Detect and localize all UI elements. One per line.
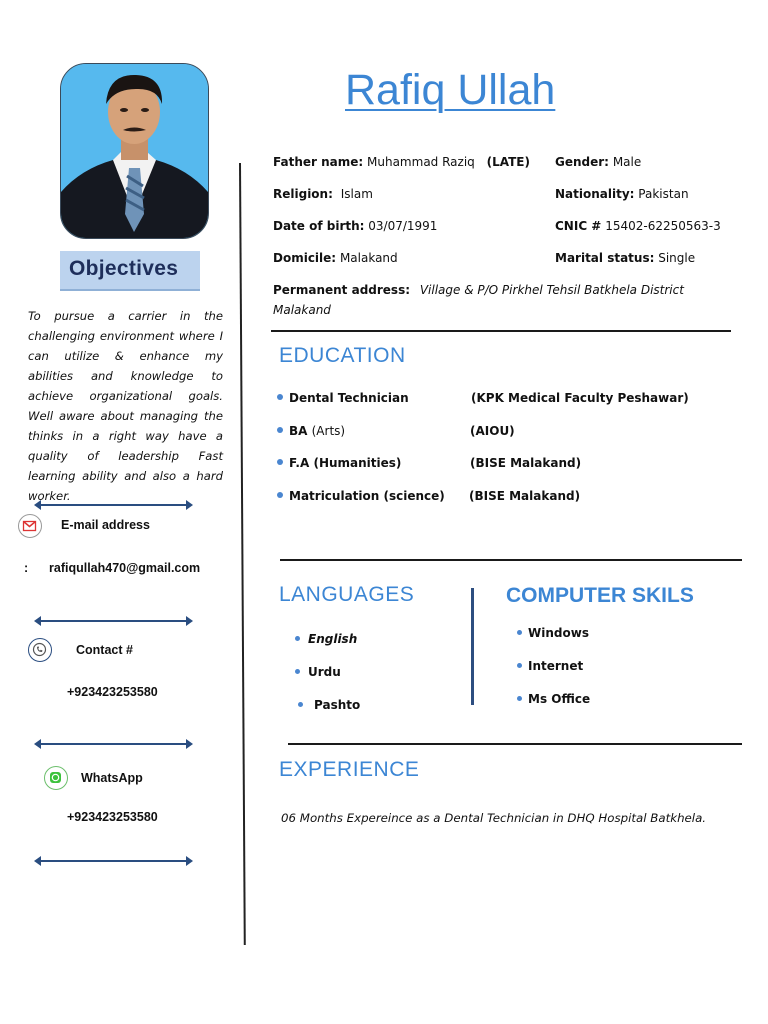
section-divider-arrow — [36, 743, 191, 745]
education-degree-extra: (Arts) — [311, 424, 346, 438]
objectives-heading: Objectives — [69, 257, 179, 280]
language-item — [295, 632, 357, 646]
skill-name: Windows — [528, 626, 589, 640]
profile-photo — [60, 63, 209, 239]
full-name: Rafiq Ullah — [345, 66, 556, 114]
email-value[interactable]: rafiqullah470@gmail.com — [49, 561, 201, 575]
gender-value: Male — [612, 155, 642, 169]
father-name-note: (LATE) — [486, 155, 530, 169]
education-degree: BA — [289, 424, 308, 438]
column-divider — [239, 163, 246, 945]
gmail-icon — [18, 514, 42, 538]
education-degree: F.A (Humanities) — [289, 456, 402, 470]
language-item — [295, 665, 341, 679]
address-label: Permanent address: — [273, 283, 411, 297]
person-photo-icon — [61, 64, 208, 238]
marital-value: Single — [658, 251, 696, 265]
education-degree: Dental Technician — [289, 391, 409, 405]
skill-item — [517, 692, 590, 706]
education-institute: (KPK Medical Faculty Peshawar) — [471, 391, 689, 405]
gender-row — [555, 155, 641, 169]
bullet-icon — [295, 636, 300, 641]
language-name: English — [308, 632, 358, 646]
education-institute: (BISE Malakand) — [470, 456, 582, 470]
section-divider-arrow — [36, 860, 191, 862]
education-degree: Matriculation (science) — [289, 489, 445, 503]
bullet-icon — [517, 696, 522, 701]
cnic-label: CNIC # — [555, 219, 602, 233]
section-divider-arrow — [36, 620, 191, 622]
religion-row — [273, 187, 373, 201]
bullet-icon — [277, 427, 283, 433]
contact-label: Contact # — [76, 643, 133, 657]
cnic-value: 15402-62250563-3 — [605, 219, 721, 233]
objective-text: To pursue a carrier in the challenging environment where I can utilize & enhance my abilities and knowledge to achieve organizational goals. Well aware about managing the thinks in a right way have a quality of leadership Fast learning ability and also a hard worker. — [28, 309, 223, 503]
education-item — [277, 424, 345, 438]
skill-item — [517, 659, 583, 673]
education-institute: (AIOU) — [470, 424, 515, 438]
language-item — [298, 698, 360, 712]
education-item — [277, 456, 401, 470]
dob-label: Date of birth: — [273, 219, 365, 233]
section-divider-line — [288, 743, 742, 745]
dob-row — [273, 219, 437, 233]
email-colon: : — [24, 561, 29, 575]
address-line-1: Village & P/O Pirkhel Tehsil Batkhela District — [419, 283, 684, 297]
father-name-value: Muhammad Raziq — [367, 155, 475, 169]
skill-name: Internet — [528, 659, 584, 673]
section-divider-arrow — [36, 504, 191, 506]
languages-heading: LANGUAGES — [279, 583, 415, 606]
computer-skills-heading: COMPUTER SKILS — [506, 584, 694, 607]
marital-label: Marital status: — [555, 251, 655, 265]
language-name: Pashto — [314, 698, 361, 712]
language-name: Urdu — [308, 665, 341, 679]
phone-icon — [28, 638, 52, 662]
bullet-icon — [517, 630, 522, 635]
whatsapp-value[interactable]: +923423253580 — [67, 810, 158, 824]
marital-row — [555, 251, 695, 265]
bullet-icon — [277, 459, 283, 465]
domicile-row — [273, 251, 398, 265]
education-item — [277, 489, 445, 503]
email-label: E-mail address — [61, 518, 150, 532]
section-divider-line — [280, 559, 742, 561]
column-separator — [471, 588, 474, 705]
nationality-value: Pakistan — [638, 187, 689, 201]
skill-name: Ms Office — [528, 692, 591, 706]
address-line-2-row — [273, 303, 331, 317]
bullet-icon — [298, 702, 303, 707]
bullet-icon — [517, 663, 522, 668]
skill-item — [517, 626, 589, 640]
objectives-heading-box — [60, 251, 200, 291]
whatsapp-label: WhatsApp — [81, 771, 143, 785]
bullet-icon — [295, 669, 300, 674]
domicile-label: Domicile: — [273, 251, 337, 265]
experience-heading: EXPERIENCE — [279, 758, 420, 781]
education-heading: EDUCATION — [279, 344, 406, 367]
address-row — [273, 283, 684, 297]
nationality-label: Nationality: — [555, 187, 635, 201]
domicile-value: Malakand — [339, 251, 398, 265]
contact-phone-value[interactable]: +923423253580 — [67, 685, 158, 699]
education-institute: (BISE Malakand) — [469, 489, 581, 503]
section-divider-line — [271, 330, 731, 332]
education-item — [277, 391, 409, 405]
address-line-2: Malakand — [273, 303, 331, 317]
gender-label: Gender: — [555, 155, 609, 169]
cnic-row — [555, 219, 721, 233]
whatsapp-icon — [44, 766, 68, 790]
nationality-row — [555, 187, 689, 201]
bullet-icon — [277, 394, 283, 400]
father-name-label: Father name: — [273, 155, 364, 169]
father-name-row — [273, 155, 530, 169]
religion-value: Islam — [340, 187, 373, 201]
experience-text: 06 Months Expereince as a Dental Technician in DHQ Hospital Batkhela. — [281, 811, 707, 825]
bullet-icon — [277, 492, 283, 498]
dob-value: 03/07/1991 — [368, 219, 438, 233]
religion-label: Religion: — [273, 187, 333, 201]
